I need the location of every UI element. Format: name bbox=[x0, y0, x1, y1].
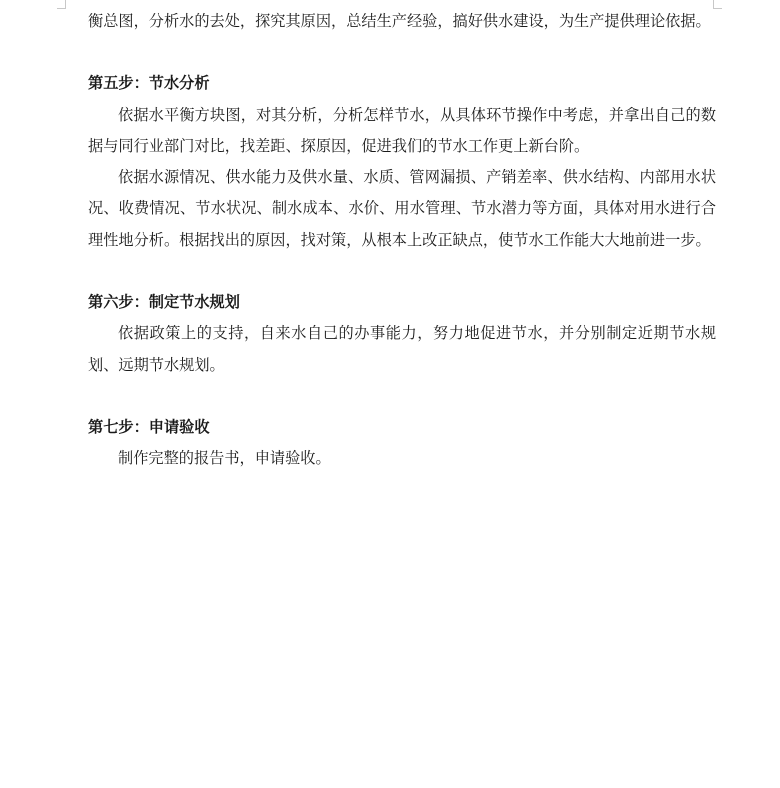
section-step-7 bbox=[88, 412, 716, 475]
crop-mark-top-left bbox=[57, 8, 66, 9]
body-paragraph: 依据水源情况、供水能力及供水量、水质、管网漏损、产销差率、供水结构、内部用水状况、收费情况、节水状况、制水成本、水价、用水管理、节水潜力等方面，具体对用水进行合理性地分析。根据找出的原因，找对策，从根本上改正缺点，使节水工作能大大地前进一步。 bbox=[88, 168, 716, 249]
body-paragraph: 制作完整的报告书，申请验收。 bbox=[118, 449, 331, 468]
document-body bbox=[88, 6, 716, 475]
intro-paragraph: 衡总图，分析水的去处，探究其原因，总结生产经验，搞好供水建设，为生产提供理论依据。 bbox=[88, 12, 711, 30]
section-heading: 第五步：节水分析 bbox=[88, 74, 210, 93]
crop-mark-top-left bbox=[65, 0, 66, 8]
body-paragraph: 依据水平衡方块图，对其分析，分析怎样节水，从具体环节操作中考虑，并拿出自己的数据与同行业部门对比，找差距、探原因，促进我们的节水工作更上新台阶。 bbox=[88, 105, 716, 155]
body-paragraph: 依据政策上的支持，自来水自己的办事能力，努力地促进节水，并分别制定近期节水规划、远期节水规划。 bbox=[88, 324, 716, 374]
section-heading: 第六步：制定节水规划 bbox=[88, 293, 240, 312]
paragraph-spacer bbox=[88, 37, 716, 68]
section-step-5 bbox=[88, 68, 716, 256]
section-step-6 bbox=[88, 287, 716, 381]
paragraph-spacer bbox=[88, 381, 716, 412]
paragraph-spacer bbox=[88, 256, 716, 287]
section-heading: 第七步：申请验收 bbox=[88, 417, 210, 436]
